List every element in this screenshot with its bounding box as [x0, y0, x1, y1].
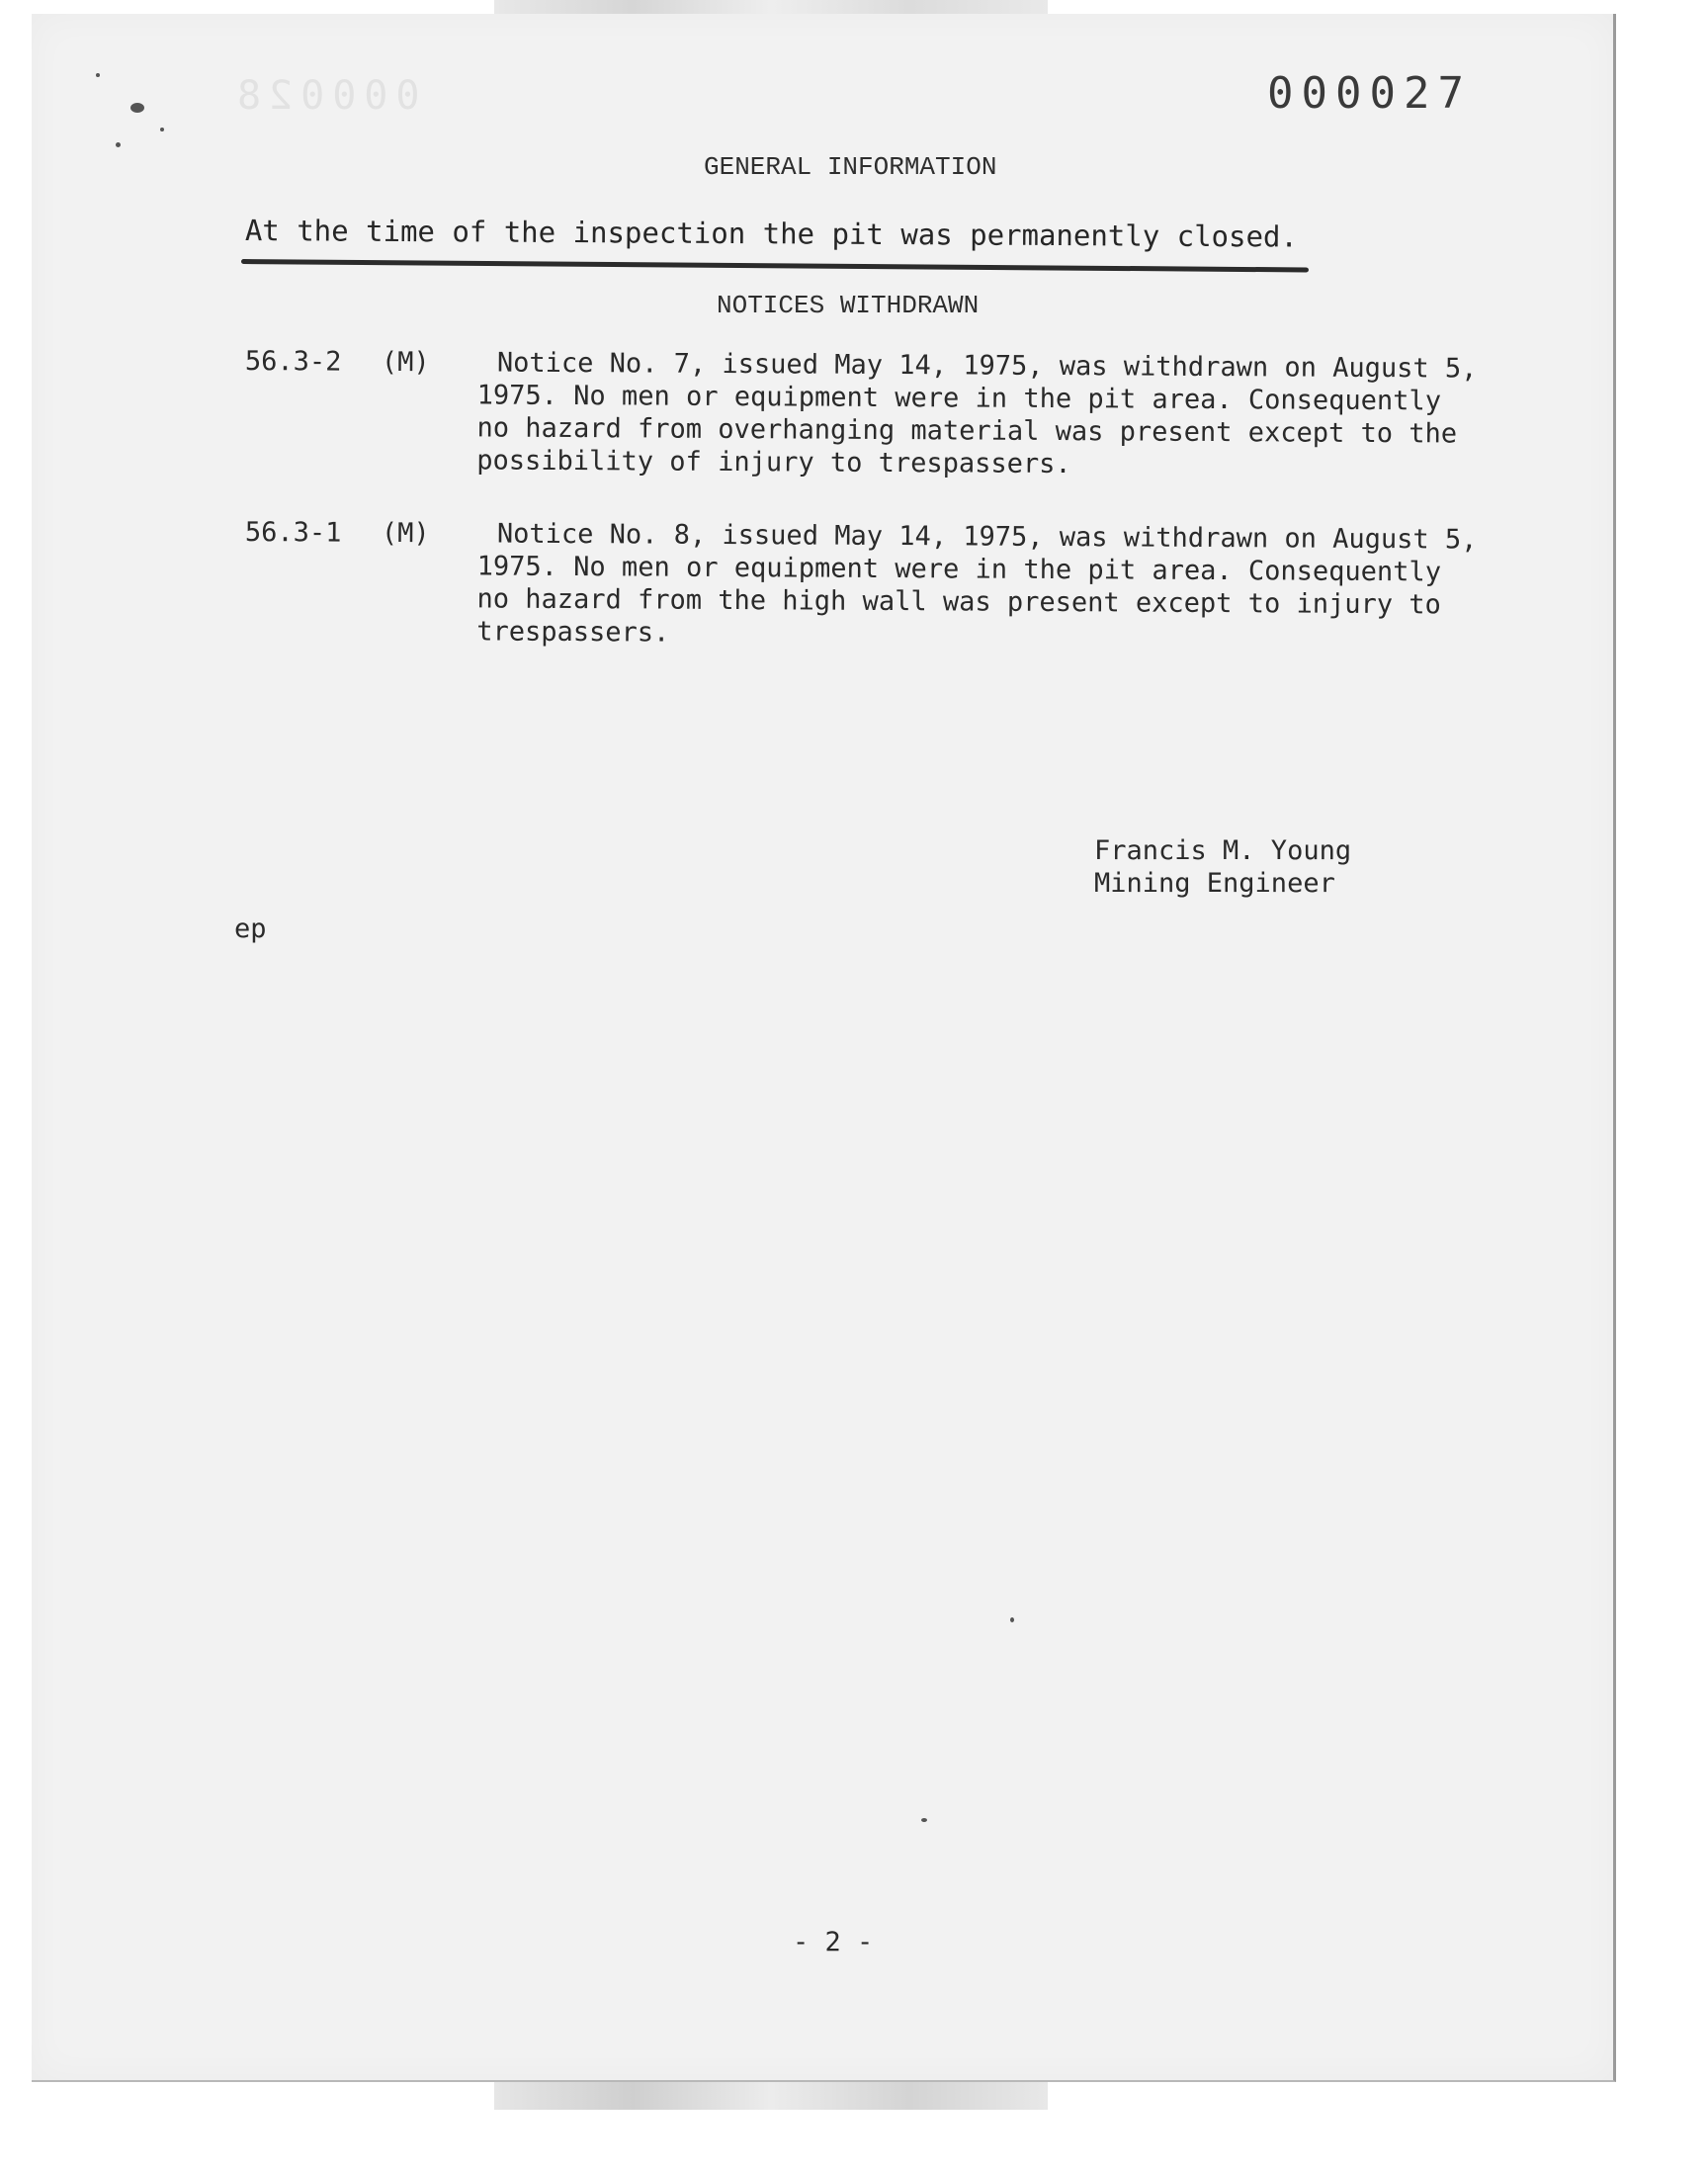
signature-block	[1094, 834, 1351, 900]
notice-code: 56.3-2	[244, 345, 342, 378]
notice-type: (M)	[381, 517, 430, 550]
notice-text-continuation: 1975. No men or equipment were in the pit area. Consequently no hazard from the high wall was present except to injury to trespassers.	[476, 551, 1442, 649]
general-information-text: At the time of the inspection the pit was permanently closed.	[244, 214, 1299, 254]
scan-speck	[160, 128, 164, 131]
typist-initials: ep	[234, 914, 267, 944]
notice-text-first-line: Notice No. 7, issued May 14, 1975, was withdrawn on August 5,	[496, 347, 1478, 385]
document-page	[32, 14, 1616, 2082]
notice-type: (M)	[381, 346, 430, 379]
scan-speck	[1010, 1617, 1014, 1622]
page-number: - 2 -	[793, 1927, 874, 1958]
general-information-heading: GENERAL INFORMATION	[704, 152, 997, 182]
notices-withdrawn-heading: NOTICES WITHDRAWN	[717, 291, 980, 320]
scan-edge-bottom	[494, 2080, 1048, 2110]
doc-number-bleedthrough: 000028	[229, 73, 420, 119]
notice-item	[244, 516, 1550, 649]
scan-speck	[921, 1818, 927, 1822]
signature-name: Francis M. Young	[1094, 835, 1352, 866]
signature-title: Mining Engineer	[1094, 868, 1335, 899]
underline-mark	[241, 259, 1309, 272]
scan-speck	[116, 142, 121, 147]
notice-text-first-line: Notice No. 8, issued May 14, 1975, was withdrawn on August 5,	[496, 518, 1478, 556]
notice-code: 56.3-1	[244, 517, 342, 549]
document-number: 000027	[1267, 68, 1472, 119]
notice-item	[244, 345, 1550, 480]
scan-speck	[96, 73, 100, 77]
notice-text-continuation: 1975. No men or equipment were in the pit area. Consequently no hazard from overhanging material was present except to the possibility of injury to trespassers.	[476, 380, 1458, 480]
scan-edge-top	[494, 0, 1048, 14]
scan-speck	[130, 103, 144, 113]
